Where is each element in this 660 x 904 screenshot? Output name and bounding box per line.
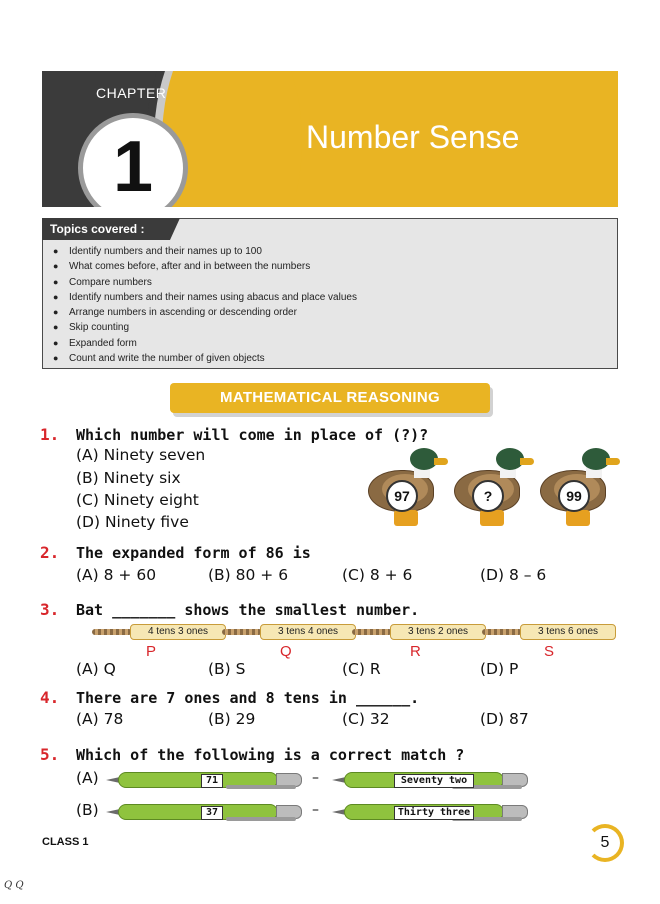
answer-option: (C) 32 bbox=[342, 710, 390, 728]
bat-handle bbox=[352, 629, 392, 635]
answer-option: (C) R bbox=[342, 660, 381, 678]
chapter-title: Number Sense bbox=[306, 119, 520, 155]
answer-option: (D) Ninety five bbox=[76, 513, 189, 531]
question-number: 1. bbox=[40, 425, 60, 444]
duck-number: ? bbox=[472, 480, 504, 512]
answer-option: (A) Ninety seven bbox=[76, 446, 206, 464]
bat-letter: Q bbox=[280, 643, 292, 660]
answer-option: (B) bbox=[76, 801, 99, 819]
list-item bbox=[53, 305, 357, 320]
question-number: 3. bbox=[40, 600, 60, 619]
question-text: The expanded form of 86 is bbox=[76, 544, 311, 562]
pen-number-label: 71 bbox=[201, 774, 223, 788]
answer-option: (A) 8 + 60 bbox=[76, 566, 157, 584]
list-item bbox=[53, 244, 357, 259]
topics-heading-tip bbox=[170, 218, 180, 240]
chapter-banner bbox=[42, 71, 618, 207]
duck-beak bbox=[434, 458, 448, 465]
list-item bbox=[53, 290, 357, 305]
topic-text: Skip counting bbox=[69, 322, 130, 334]
pen-illustration bbox=[106, 770, 302, 790]
answer-option: (B) S bbox=[208, 660, 246, 678]
topic-text: Expanded form bbox=[69, 337, 137, 349]
bat-illustration bbox=[222, 624, 356, 640]
bat-handle bbox=[92, 629, 132, 635]
chapter-label: CHAPTER bbox=[96, 85, 167, 101]
chapter-number: 1 bbox=[112, 127, 154, 207]
duck-feet bbox=[480, 510, 504, 526]
topics-heading-tab bbox=[42, 218, 182, 240]
list-item bbox=[53, 351, 357, 366]
list-item bbox=[53, 336, 357, 351]
bat-label: 3 tens 6 ones bbox=[520, 624, 616, 640]
pen-clip bbox=[226, 785, 296, 789]
question-number: 2. bbox=[40, 543, 60, 562]
page-number: 5 bbox=[586, 824, 624, 862]
topics-list bbox=[53, 244, 357, 366]
topic-text: Compare numbers bbox=[69, 276, 152, 288]
pen-illustration bbox=[332, 802, 528, 822]
list-item bbox=[53, 320, 357, 335]
topic-text: Identify numbers and their names using abacus and place values bbox=[69, 291, 357, 303]
pen-illustration bbox=[332, 770, 528, 790]
pen-clip bbox=[226, 817, 296, 821]
bat-handle bbox=[482, 629, 522, 635]
duck-beak bbox=[520, 458, 534, 465]
topic-text: What comes before, after and in between the numbers bbox=[69, 261, 311, 273]
bat-label: 4 tens 3 ones bbox=[130, 624, 226, 640]
duck-illustration bbox=[536, 448, 618, 532]
pen-words-label: Seventy two bbox=[394, 774, 474, 788]
topic-text: Arrange numbers in ascending or descending order bbox=[69, 307, 297, 319]
match-dash: – bbox=[312, 802, 319, 818]
pen-illustration bbox=[106, 802, 302, 822]
duck-number: 97 bbox=[386, 480, 418, 512]
topics-box bbox=[42, 218, 618, 369]
bat-letter: R bbox=[410, 643, 421, 660]
list-item bbox=[53, 259, 357, 274]
bullet-icon: ● bbox=[53, 337, 59, 348]
answer-option: (D) P bbox=[480, 660, 519, 678]
pen-words-label: Thirty three bbox=[394, 806, 474, 820]
question-text: Which number will come in place of (?)? bbox=[76, 426, 429, 444]
question-text: There are 7 ones and 8 tens in ______. bbox=[76, 689, 420, 707]
answer-option: (A) Q bbox=[76, 660, 116, 678]
question-number: 4. bbox=[40, 688, 60, 707]
bat-letter: S bbox=[544, 643, 555, 660]
answer-option: (D) 87 bbox=[480, 710, 529, 728]
topic-text: Count and write the number of given objects bbox=[69, 353, 265, 365]
bullet-icon: ● bbox=[53, 246, 59, 256]
answer-option: (C) Ninety eight bbox=[76, 491, 199, 509]
page-mark: Q Q bbox=[4, 880, 24, 891]
question-text: Which of the following is a correct match ? bbox=[76, 746, 465, 764]
question-text: Bat _______ shows the smallest number. bbox=[76, 601, 420, 619]
bat-handle bbox=[222, 629, 262, 635]
bat-letter: P bbox=[146, 643, 157, 660]
bullet-icon: ● bbox=[53, 307, 59, 318]
bullet-icon: ● bbox=[53, 261, 59, 272]
duck-illustration bbox=[450, 448, 532, 532]
duck-number: 99 bbox=[558, 480, 590, 512]
answer-option: (B) Ninety six bbox=[76, 469, 181, 487]
bat-illustration bbox=[92, 624, 226, 640]
section-title: MATHEMATICAL REASONING bbox=[170, 383, 490, 413]
bullet-icon: ● bbox=[53, 291, 59, 302]
topic-text: Identify numbers and their names up to 100 bbox=[69, 246, 262, 257]
bat-illustration bbox=[482, 624, 616, 640]
topics-heading: Topics covered : bbox=[42, 218, 170, 240]
duck-feet bbox=[394, 510, 418, 526]
pen-number-label: 37 bbox=[201, 806, 223, 820]
duck-feet bbox=[566, 510, 590, 526]
duck-beak bbox=[606, 458, 620, 465]
answer-option: (A) 78 bbox=[76, 710, 124, 728]
answer-option: (C) 8 + 6 bbox=[342, 566, 413, 584]
bat-illustration bbox=[352, 624, 486, 640]
match-dash: – bbox=[312, 770, 319, 786]
answer-option: (B) 29 bbox=[208, 710, 256, 728]
answer-option: (D) 8 – 6 bbox=[480, 566, 547, 584]
answer-option: (B) 80 + 6 bbox=[208, 566, 289, 584]
bullet-icon: ● bbox=[53, 322, 59, 333]
bullet-icon: ● bbox=[53, 353, 59, 364]
duck-illustration bbox=[364, 448, 446, 532]
bat-label: 3 tens 4 ones bbox=[260, 624, 356, 640]
bat-label: 3 tens 2 ones bbox=[390, 624, 486, 640]
bullet-icon: ● bbox=[53, 276, 59, 287]
footer-class-label: CLASS 1 bbox=[42, 836, 89, 848]
answer-option: (A) bbox=[76, 769, 99, 787]
question-number: 5. bbox=[40, 745, 60, 764]
list-item bbox=[53, 275, 357, 290]
